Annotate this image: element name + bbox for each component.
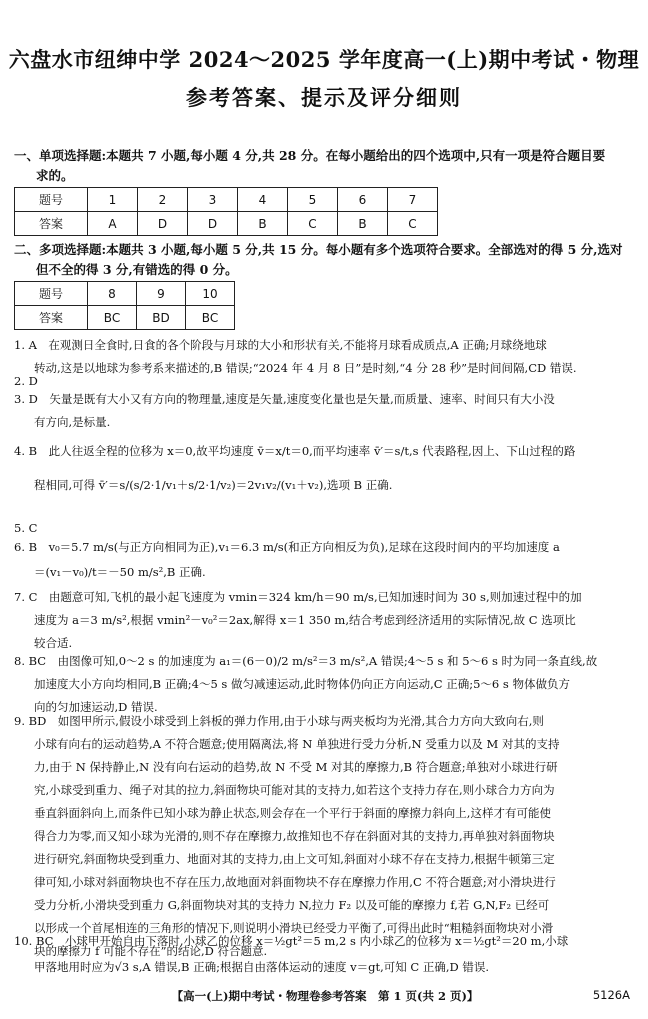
- explanation-q8: 8. BC 由图像可知,0～2 s 的加速度为 a₁＝(6－0)/2 m/s²＝3 m/s²,A 错误;4～5 s 和 5～6 s 时为同一条直线,故 加速度大小方向均相同,B 正确;4～5 s 做匀减速运动,此时物体仍向正方向运动,C 正确;5～6 s 物体做负方 向的匀加速运动,D 错误.: [14, 654, 598, 714]
- footer-code: 5126A: [592, 988, 630, 1002]
- explanation-q10: 10. BC 小球甲开始自由下落时,小球乙的位移 x＝½gt²＝5 m,2 s 内小球乙的位移为 x＝½gt²＝20 m,小球 甲落地用时应为√3 s,A 错误,B 正确;根据自由落体运动的速度 v＝gt,可知 C 正确,D 错误.: [14, 934, 569, 974]
- explanation-q2: 2. D: [14, 374, 38, 388]
- table-row: [15, 188, 438, 212]
- table-cell: 10: [186, 282, 235, 306]
- table-cell: D: [138, 212, 188, 236]
- section-single-choice-heading: 一、单项选择题:本题共 7 小题,每小题 4 分,共 28 分。在每小题给出的四个选项中,只有一项是符合题目要 求的。: [14, 148, 606, 183]
- multiple-choice-answer-table: [14, 281, 235, 330]
- explanation-q6: 6. B v₀＝5.7 m/s(与正方向相同为正),v₁＝6.3 m/s(和正方向相反为负),足球在这段时间内的平均加速度 a ＝(v₁－v₀)/t＝－50 m/s²,B 正确.: [14, 540, 560, 579]
- table-cell: B: [338, 212, 388, 236]
- table-cell: BC: [88, 306, 137, 330]
- document-subtitle: 参考答案、提示及评分细则: [186, 85, 462, 110]
- section-multiple-choice-heading: 二、多项选择题:本题共 3 小题,每小题 5 分,共 15 分。每小题有多个选项符合要求。全部选对的得 5 分,选对 但不全的得 3 分,有错选的得 0 分。: [14, 242, 623, 277]
- explanation-q9: 9. BD 如图甲所示,假设小球受到上斜板的弹力作用,由于小球与两夹板均为光滑,其合力方向大致向右,则 小球有向右的运动趋势,A 不符合题意;使用隔离法,将 N 单独进行受力分析,N 受重力以及 M 对其的支持 力,由于 N 保持静止,N 没有向右运动的趋势,故 N 不受 M 对其的摩擦力,B 符合题意;单独对小球进行研 究,小球受到重力、绳子对其的拉力,斜面物块可能对其的支持力,如若这个支持力存在,则小球合力方向为 垂直斜面斜向上,而条件已知小球为静止状态,则会存在一个平行于斜面的摩擦力斜向上,这样才有可能使 得合力为零,而又知小球为光滑的,则不存在摩擦力,故推知也不存在斜面对其的支持力,再单独对斜面物块 进行研究,斜面物块受到重力、地面对其的支持力,由上文可知,斜面对小球不存在支持力,根据牛顿第三定 律可知,小球对斜面物块也不存在压力,故地面对斜面物块不存在摩擦力作用,C 不符合题意;对小滑块进行 受力分析,小滑块受到重力 G,斜面物块对其的支持力 N,拉力 F₂ 以及可能的摩擦力 f,若 G,N,F₂ 已经可 以形成一个首尾相连的三角形的情况下,则说明小滑块已经受力平衡了,可得出此时“粗糙斜面物块对小滑 块的摩擦力 f 可能不存在”的结论,D 符合题意.: [14, 714, 560, 958]
- explanation-q3: 3. D 矢量是既有大小又有方向的物理量,速度是矢量,速度变化量也是矢量,而质量、速率、时间只有大小没 有方向,是标量.: [14, 392, 555, 429]
- table-cell: 4: [238, 188, 288, 212]
- table-cell: C: [388, 212, 438, 236]
- table-cell: 7: [388, 188, 438, 212]
- table-row: [15, 306, 235, 330]
- table-cell: D: [188, 212, 238, 236]
- table-cell: 9: [137, 282, 186, 306]
- table-cell: 8: [88, 282, 137, 306]
- table-cell: BC: [186, 306, 235, 330]
- explanation-q1: 1. A 在观测日全食时,日食的各个阶段与月球的大小和形状有关,不能将月球看成质点,A 正确;月球绕地球 转动,这是以地球为参考系来描述的,B 错误;“2024 年 4 月 8 日”是时刻,“4 分 28 秒”是时间间隔,CD 错误.: [14, 338, 577, 375]
- explanation-q7: 7. C 由题意可知,飞机的最小起飞速度为 vmin＝324 km/h＝90 m/s,已知加速时间为 30 s,则加速过程中的加 速度为 a＝3 m/s²,根据 vmin²－v₀²＝2ax,解得 x＝1 350 m,结合考虑到经济适用的实际情况,故 C 选项比 较合适.: [14, 590, 582, 650]
- table-row: [15, 282, 235, 306]
- explanation-q4: 4. B 此人往返全程的位移为 x＝0,故平均速度 v̄＝x/t＝0,而平均速率 v̄′＝s/t,s 代表路程,因上、下山过程的路 程相同,可得 v̄′＝s/(s/2·1/v₁＋s/2·1/v₂)＝2v₁v₂/(v₁＋v₂),选项 B 正确.: [14, 444, 576, 492]
- table-cell: 5: [288, 188, 338, 212]
- document-title: 六盘水市纽绅中学 2024～2025 学年度高一(上)期中考试・物理: [8, 47, 640, 72]
- row-header-cell: 答案: [15, 212, 88, 236]
- row-header-cell: 答案: [15, 306, 88, 330]
- row-header-cell: 题号: [15, 282, 88, 306]
- table-cell: A: [88, 212, 138, 236]
- table-row: [15, 212, 438, 236]
- table-cell: 6: [338, 188, 388, 212]
- row-header-cell: 题号: [15, 188, 88, 212]
- single-choice-answer-table: [14, 187, 438, 236]
- table-cell: 2: [138, 188, 188, 212]
- explanation-q5: 5. C: [14, 521, 38, 535]
- footer-page-info: 【高一(上)期中考试・物理卷参考答案 第 1 页(共 2 页)】: [171, 989, 479, 1003]
- table-cell: 3: [188, 188, 238, 212]
- table-cell: BD: [137, 306, 186, 330]
- table-cell: B: [238, 212, 288, 236]
- table-cell: C: [288, 212, 338, 236]
- table-cell: 1: [88, 188, 138, 212]
